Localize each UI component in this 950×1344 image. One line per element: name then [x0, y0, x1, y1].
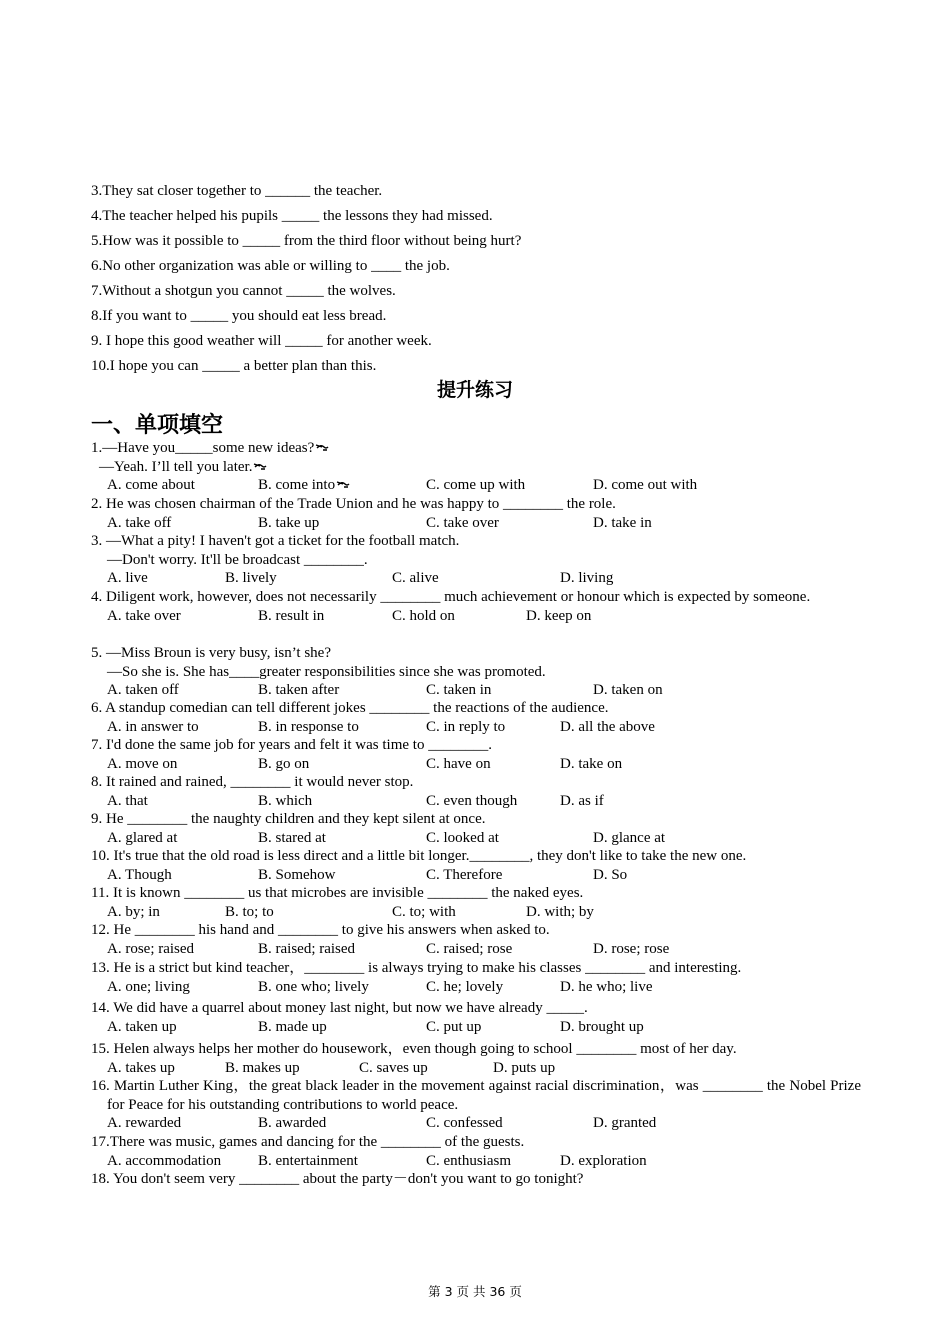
answer-option-text: C. taken in: [426, 682, 492, 698]
answer-option-text: D. glance at: [593, 829, 666, 846]
answer-option: [426, 1018, 481, 1037]
dialogue-line: [91, 458, 861, 477]
question-item: [91, 999, 861, 1036]
question-item: [91, 810, 861, 847]
answer-option: [493, 1059, 555, 1078]
question-item: [91, 1040, 861, 1077]
question-stem: [91, 532, 861, 551]
answer-option-text: A. glared at: [107, 829, 178, 846]
dialogue-line-text: —Yeah. I’ll tell you later.: [99, 458, 253, 475]
answer-option: [426, 829, 499, 848]
options-row: [91, 569, 861, 588]
answer-option: [258, 1152, 358, 1171]
question-stem: [91, 999, 861, 1018]
answer-option: [107, 866, 172, 885]
answer-option: [225, 903, 274, 922]
options-row: [91, 514, 861, 533]
answer-option: [258, 978, 369, 997]
answer-option-text: C. come up with: [426, 477, 526, 493]
answer-option: [593, 476, 697, 495]
answer-option: [426, 978, 503, 997]
options-row: [91, 718, 861, 737]
answer-option-text: D. puts up: [493, 1059, 556, 1076]
answer-option: [560, 978, 652, 997]
question-stem: [91, 1077, 861, 1114]
answer-option-text: C. confessed: [426, 1115, 503, 1131]
answer-option-text: C. he; lovely: [426, 978, 504, 995]
answer-option-text: C. hold on: [392, 607, 455, 624]
answer-option: [258, 829, 326, 848]
question-item: [91, 959, 861, 996]
question-item: [91, 847, 861, 884]
answer-option-text: C. saves up: [359, 1059, 428, 1076]
question-stem-text: 2. He was chosen chairman of the Trade Union and he was happy to ________ the role.: [91, 496, 616, 512]
options-row: [91, 903, 861, 922]
answer-option: [560, 569, 613, 588]
answer-option-text: A. by; in: [107, 903, 160, 920]
answer-option: [107, 1018, 177, 1037]
dialogue-line-text: —Don't worry. It'll be broadcast ________.: [107, 551, 368, 568]
question-stem-text: 12. He ________ his hand and ________ to give his answers when asked to.: [91, 922, 550, 938]
answer-option-text: B. lively: [225, 570, 277, 586]
fill-sentence: 10.I hope you can _____ a better plan than this.: [91, 358, 377, 374]
answer-option-text: A. that: [107, 792, 148, 809]
dialogue-line-text: —So she is. She has____greater responsibilities since she was promoted.: [107, 663, 546, 680]
answer-option: [107, 1114, 181, 1133]
answer-option-text: A. in answer to: [107, 718, 199, 735]
answer-option-text: D. living: [560, 570, 614, 586]
options-row: [91, 607, 861, 626]
answer-option: [426, 755, 491, 774]
answer-option: [392, 607, 455, 626]
answer-option-text: B. go on: [258, 755, 310, 772]
question-stem: [91, 847, 861, 866]
answer-option: [560, 755, 622, 774]
answer-option: [258, 607, 324, 626]
fill-sentence: 4.The teacher helped his pupils _____ the lessons they had missed.: [91, 208, 493, 224]
answer-option: [426, 1152, 511, 1171]
answer-option: [107, 755, 177, 774]
answer-option-text: B. which: [258, 792, 313, 809]
answer-option-text: D. So: [593, 866, 628, 883]
answer-option-text: D. with; by: [526, 903, 594, 920]
answer-option-text: A. accommodation: [107, 1152, 222, 1169]
question-stem: [91, 773, 861, 792]
answer-option: [258, 792, 312, 811]
question-stem: [91, 884, 861, 903]
question-stem-text: 5. —Miss Broun is very busy, isn’t she?: [91, 645, 331, 661]
answer-option-text: B. made up: [258, 1018, 327, 1035]
answer-option-text: B. in response to: [258, 718, 359, 735]
fill-sentence: 5.How was it possible to _____ from the third floor without being hurt?: [91, 233, 522, 249]
answer-option: [593, 1114, 656, 1133]
answer-option-text: B. entertainment: [258, 1152, 358, 1169]
answer-option: [426, 476, 525, 495]
question-item: [91, 1133, 861, 1170]
answer-option-text: C. even though: [426, 792, 518, 809]
answer-option-text: D. taken on: [593, 682, 663, 698]
answer-option: [107, 1059, 175, 1078]
answer-option-text: A. live: [107, 570, 148, 586]
question-stem-text: 7. I'd done the same job for years and felt it was time to ________.: [91, 737, 492, 753]
question-stem: [91, 588, 861, 607]
question-stem-text: 15. Helen always helps her mother do housework，even though going to school ________ most of her day.: [91, 1041, 737, 1057]
options-row: [91, 978, 861, 997]
answer-option: [107, 476, 195, 495]
answer-option-text: D. take in: [593, 514, 652, 531]
question-item: [91, 773, 861, 810]
options-row: [91, 681, 861, 700]
question-stem-text: 11. It is known ________ us that microbes are invisible ________ the naked eyes.: [91, 885, 584, 901]
question-item: [91, 921, 861, 958]
answer-option-text: A. move on: [107, 755, 178, 772]
answer-option-text: B. raised; raised: [258, 940, 356, 957]
question-item: [91, 439, 861, 495]
question-stem-text: 6. A standup comedian can tell different jokes ________ the reactions of the audience.: [91, 700, 609, 716]
answer-option-text: A. take over: [107, 607, 181, 624]
options-row: [91, 940, 861, 959]
answer-option: [107, 903, 160, 922]
answer-option: [560, 1152, 647, 1171]
section-title: 提升练习: [436, 379, 513, 401]
pen-mark-icon: [315, 442, 329, 452]
answer-option-text: A. taken up: [107, 1018, 177, 1035]
question-item: [91, 1170, 861, 1189]
answer-option-text: B. makes up: [225, 1059, 300, 1076]
answer-option-text: C. raised; rose: [426, 940, 513, 957]
question-stem: [91, 495, 861, 514]
question-stem-text: 1.—Have you_____some new ideas?: [91, 440, 315, 456]
dialogue-line: [91, 663, 861, 682]
fill-sentence: 8.If you want to _____ you should eat less bread.: [91, 308, 387, 324]
answer-option: [258, 718, 359, 737]
dialogue-line: [91, 551, 861, 570]
answer-option-text: C. alive: [392, 570, 439, 586]
question-item: [91, 588, 861, 625]
question-stem-text: 18. You don't seem very ________ about the party－don't you want to go tonight?: [91, 1171, 584, 1187]
answer-option-text: B. to; to: [225, 903, 274, 920]
question-stem-text: 10. It's true that the old road is less direct and a little bit longer.________, they don't like to take the new one.: [91, 848, 747, 864]
answer-option: [107, 607, 181, 626]
answer-option: [426, 940, 512, 959]
answer-option-text: B. Somehow: [258, 866, 336, 883]
answer-option-text: D. take on: [560, 755, 623, 772]
question-stem-text: 16. Martin Luther King，the great black leader in the movement against racial discrimination，was ________ the Nobel Prize for Peace for his outstanding contributions to world peace.: [91, 1078, 861, 1113]
answer-option-text: A. Though: [107, 866, 172, 883]
answer-option: [258, 1114, 326, 1133]
answer-option-text: D. come out with: [593, 477, 698, 493]
question-stem: [91, 699, 861, 718]
options-row: [91, 1152, 861, 1171]
options-row: [91, 755, 861, 774]
answer-option: [426, 866, 502, 885]
answer-option: [225, 1059, 300, 1078]
question-stem-text: 17.There was music, games and dancing for the ________ of the guests.: [91, 1134, 525, 1150]
answer-option: [426, 718, 505, 737]
question-item: [91, 532, 861, 588]
answer-option: [593, 681, 663, 700]
question-stem: [91, 439, 861, 458]
answer-option: [225, 569, 277, 588]
question-stem-text: 4. Diligent work, however, does not necessarily ________ much achievement or honour which is expected by someone.: [91, 589, 811, 605]
answer-option: [258, 940, 355, 959]
answer-option: [107, 569, 148, 588]
answer-option-text: D. as if: [560, 792, 604, 809]
answer-option: [258, 476, 350, 495]
answer-option-text: D. all the above: [560, 718, 655, 735]
answer-option: [560, 718, 655, 737]
answer-option-text: B. awarded: [258, 1115, 327, 1131]
answer-option-text: A. rewarded: [107, 1115, 182, 1131]
answer-option-text: D. rose; rose: [593, 940, 670, 957]
question-stem-text: 9. He ________ the naughty children and they kept silent at once.: [91, 811, 486, 827]
answer-option: [107, 829, 177, 848]
answer-option-text: C. have on: [426, 755, 491, 772]
question-item: [91, 495, 861, 532]
answer-option: [258, 866, 336, 885]
answer-option: [526, 607, 591, 626]
answer-option: [258, 1018, 327, 1037]
question-stem: [91, 921, 861, 940]
answer-option-text: A. one; living: [107, 978, 190, 995]
answer-option-text: A. rose; raised: [107, 940, 195, 957]
answer-option-text: D. brought up: [560, 1018, 644, 1035]
answer-option: [107, 1152, 221, 1171]
question-stem-text: 3. —What a pity! I haven't got a ticket for the football match.: [91, 533, 460, 549]
question-item: [91, 1077, 861, 1133]
page-footer: 第 3 页 共 36 页: [428, 1284, 522, 1299]
answer-option: [426, 681, 491, 700]
answer-option: [107, 978, 190, 997]
question-stem-text: 14. We did have a quarrel about money last night, but now we have already _____.: [91, 1000, 588, 1016]
answer-option-text: C. put up: [426, 1018, 482, 1035]
answer-option-text: C. looked at: [426, 829, 499, 846]
answer-option-text: B. stared at: [258, 829, 326, 846]
part-heading: 一、单项填空: [91, 413, 224, 438]
question-stem: [91, 1170, 861, 1189]
pen-mark-icon: [253, 461, 267, 471]
question-stem-text: 13. He is a strict but kind teacher，________ is always trying to make his classes ________ and interesting.: [91, 960, 742, 976]
options-row: [91, 866, 861, 885]
answer-option: [107, 681, 179, 700]
question-stem: [91, 810, 861, 829]
answer-option: [392, 569, 439, 588]
question-item: [91, 644, 861, 700]
answer-option: [258, 755, 309, 774]
answer-option-text: B. result in: [258, 607, 325, 624]
answer-option: [593, 866, 627, 885]
options-row: [91, 1114, 861, 1133]
answer-option-text: C. Therefore: [426, 866, 503, 883]
fill-sentence: 6.No other organization was able or willing to ____ the job.: [91, 258, 450, 274]
pen-mark-icon: [336, 479, 350, 489]
answer-option-text: C. enthusiasm: [426, 1152, 511, 1169]
answer-option: [107, 940, 194, 959]
answer-option-text: B. taken after: [258, 682, 340, 698]
options-row: [91, 476, 861, 495]
answer-option-text: B. one who; lively: [258, 978, 369, 995]
answer-option: [426, 1114, 503, 1133]
answer-option: [426, 792, 517, 811]
answer-option-text: D. granted: [593, 1115, 657, 1131]
question-stem-text: 8. It rained and rained, ________ it would never stop.: [91, 774, 414, 790]
answer-option: [593, 829, 665, 848]
fill-sentence: 3.They sat closer together to ______ the teacher.: [91, 183, 383, 199]
answer-option: [359, 1059, 428, 1078]
question-stem: [91, 1040, 861, 1059]
question-stem: [91, 1133, 861, 1152]
question-item: [91, 699, 861, 736]
answer-option: [560, 1018, 644, 1037]
answer-option-text: A. takes up: [107, 1059, 175, 1076]
answer-option-text: D. exploration: [560, 1152, 647, 1169]
answer-option: [593, 940, 669, 959]
answer-option-text: D. keep on: [526, 607, 592, 624]
fill-sentence: 9. I hope this good weather will _____ for another week.: [91, 333, 432, 349]
options-row: [91, 792, 861, 811]
fill-sentence: 7.Without a shotgun you cannot _____ the wolves.: [91, 283, 396, 299]
question-stem: [91, 736, 861, 755]
answer-option: [526, 903, 594, 922]
answer-option-text: C. to; with: [392, 903, 456, 920]
answer-option: [107, 514, 171, 533]
answer-option: [107, 792, 148, 811]
answer-option: [426, 514, 499, 533]
answer-option: [258, 514, 319, 533]
options-row: [91, 1059, 861, 1078]
answer-option: [593, 514, 652, 533]
options-row: [91, 829, 861, 848]
options-row: [91, 1018, 861, 1037]
question-item: [91, 884, 861, 921]
answer-option-text: C. take over: [426, 514, 499, 531]
answer-option-text: D. he who; live: [560, 978, 653, 995]
answer-option: [392, 903, 456, 922]
answer-option-text: A. come about: [107, 477, 195, 493]
answer-option-text: A. take off: [107, 514, 172, 531]
answer-option-text: B. take up: [258, 514, 320, 531]
question-stem: [91, 959, 861, 978]
answer-option: [258, 681, 339, 700]
answer-option-text: A. taken off: [107, 682, 179, 698]
question-stem: [91, 644, 861, 663]
question-item: [91, 736, 861, 773]
answer-option-text: C. in reply to: [426, 718, 506, 735]
answer-option-text: B. come into: [258, 477, 336, 493]
answer-option: [107, 718, 199, 737]
answer-option: [560, 792, 604, 811]
